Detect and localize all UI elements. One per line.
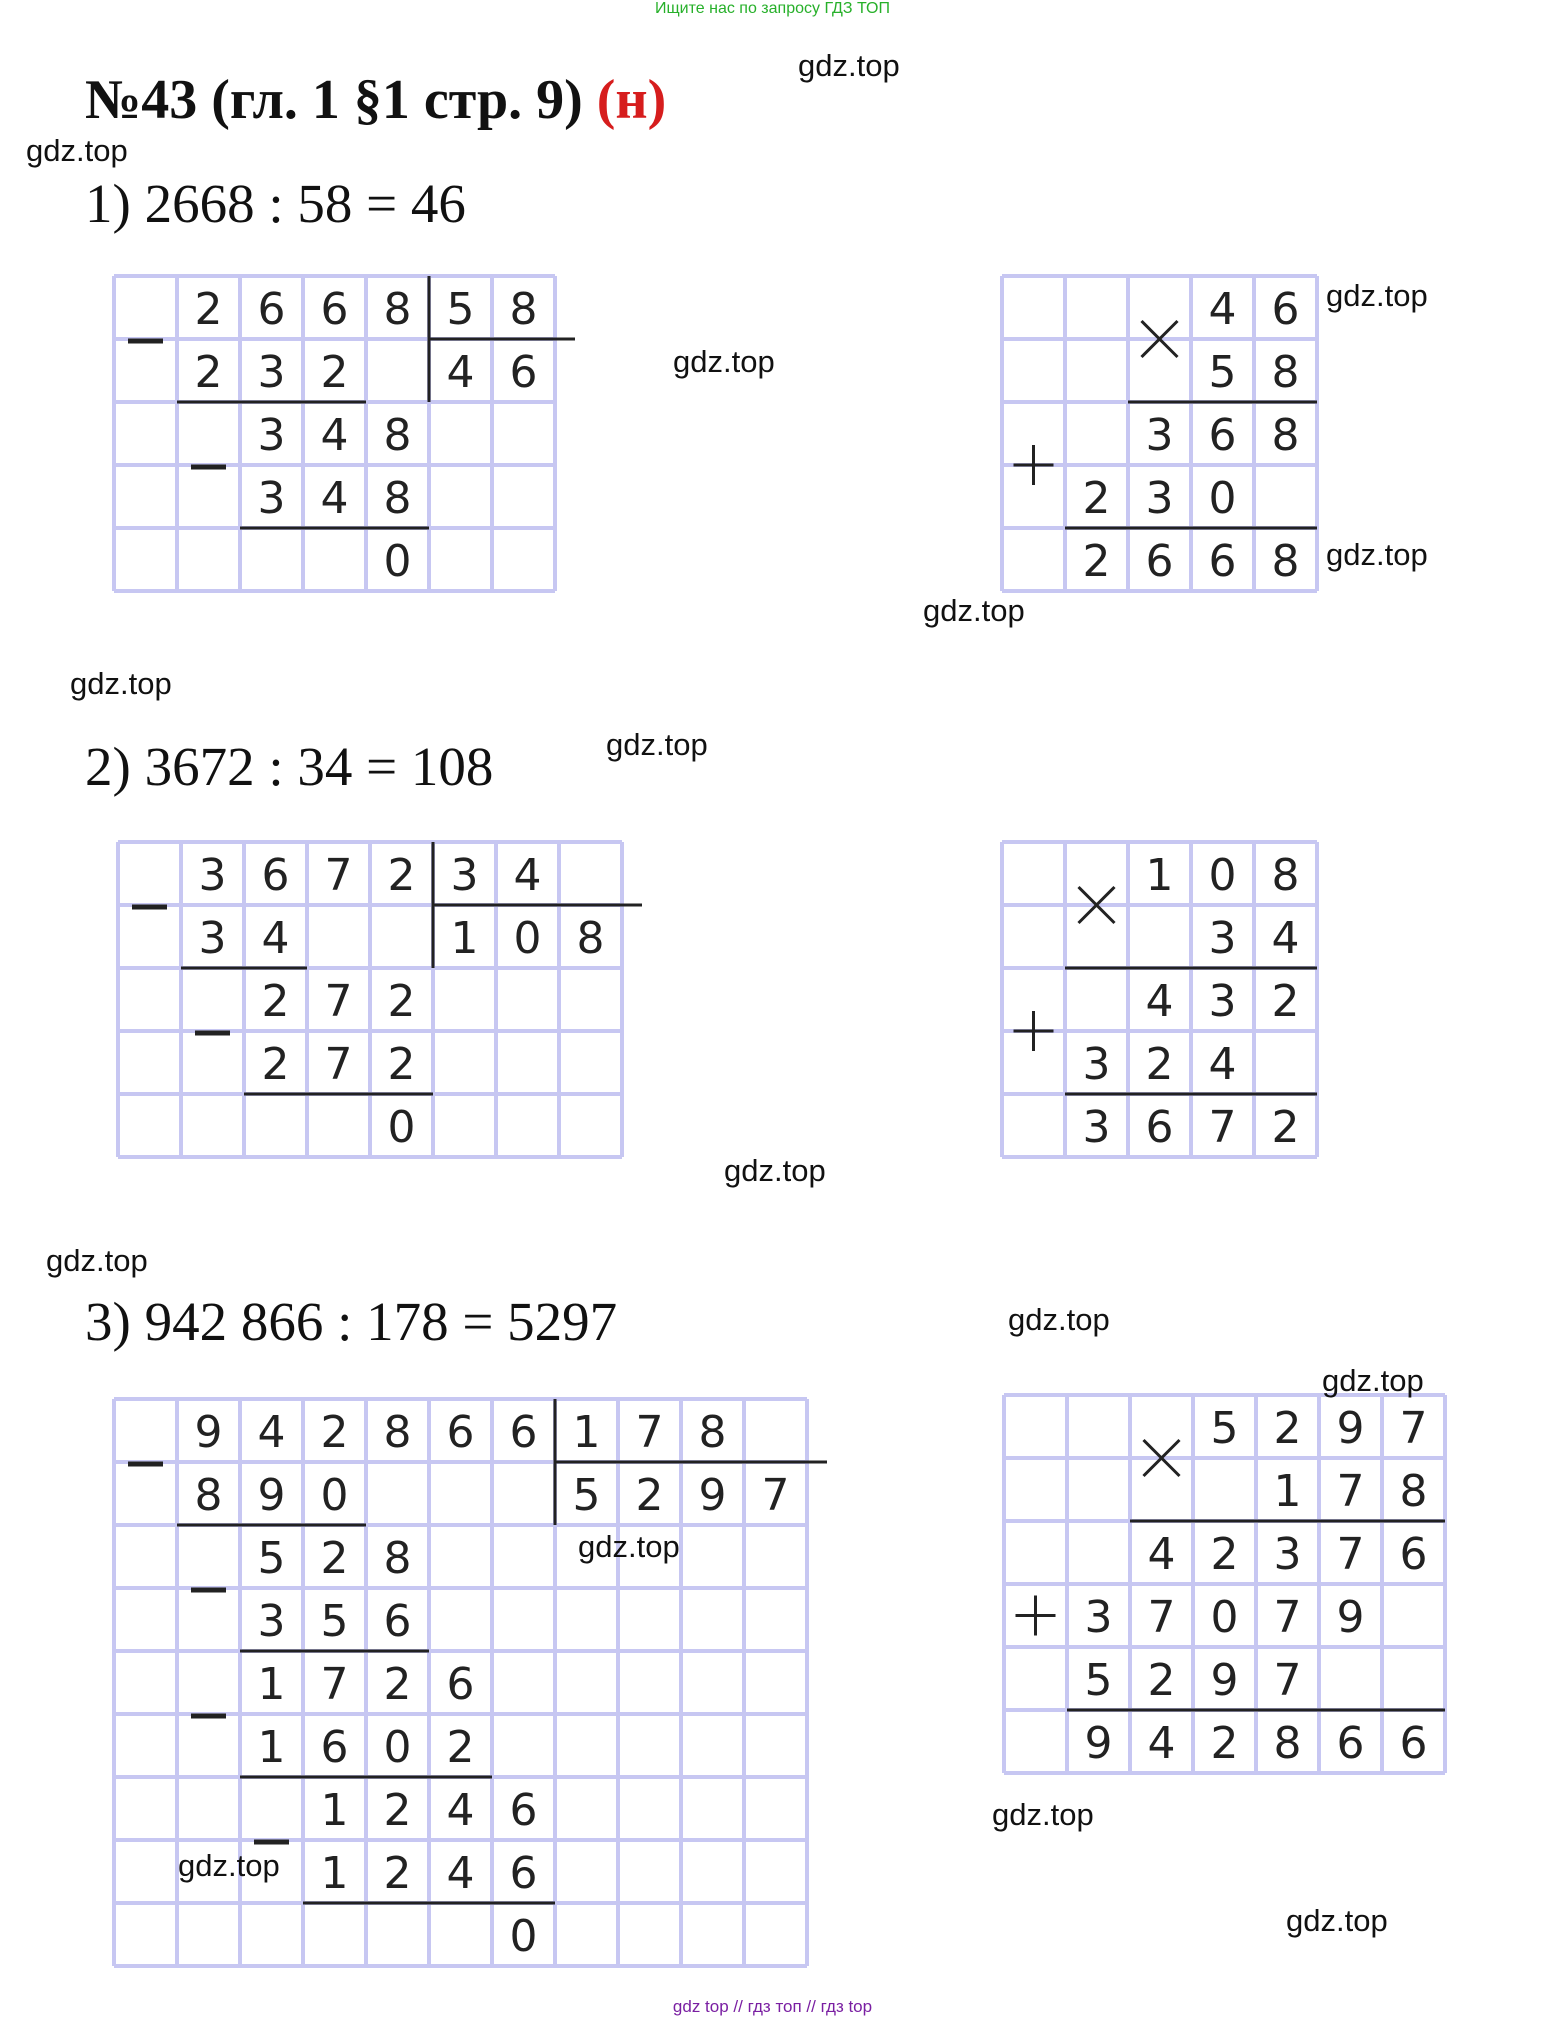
digit: 7 (324, 850, 353, 901)
digit: 3 (257, 347, 286, 398)
footer-links[interactable]: gdz top // гдз топ // гдз top (672, 1997, 873, 2016)
digit: 6 (1399, 1718, 1428, 1769)
division-grid-1 (110, 272, 559, 595)
digit: 5 (257, 1533, 286, 1584)
digit: 4 (261, 913, 290, 964)
digit: 6 (261, 850, 290, 901)
digit: 2 (387, 976, 416, 1027)
digit: 9 (1210, 1655, 1239, 1706)
plus-sign (1014, 1011, 1054, 1051)
digit: 8 (1271, 850, 1300, 901)
digit: 1 (572, 1407, 601, 1458)
digit: 8 (383, 284, 412, 335)
digit: 9 (257, 1470, 286, 1521)
watermark[interactable]: gdz.top (1326, 537, 1428, 572)
digit: 0 (383, 1722, 412, 1773)
watermark[interactable]: gdz.top (923, 593, 1025, 628)
digit: 8 (383, 473, 412, 524)
equation-2: 2) 3672 : 34 = 108 (85, 736, 494, 797)
digit: 6 (446, 1659, 475, 1710)
watermark[interactable]: gdz.top (1286, 1903, 1388, 1938)
digit: 2 (320, 1533, 349, 1584)
digit: 7 (761, 1470, 790, 1521)
digit: 3 (1082, 1039, 1111, 1090)
digit: 5 (1210, 1403, 1239, 1454)
digit: 4 (446, 1848, 475, 1899)
digit: 0 (320, 1470, 349, 1521)
digit: 5 (572, 1470, 601, 1521)
digit: 7 (320, 1659, 349, 1710)
digit: 6 (509, 1785, 538, 1836)
plus-sign (1014, 445, 1054, 485)
digit: 1 (450, 913, 479, 964)
digit: 7 (1273, 1655, 1302, 1706)
digit: 3 (1082, 1102, 1111, 1153)
watermark[interactable]: gdz.top (70, 666, 172, 701)
digit: 8 (1271, 536, 1300, 587)
digit: 4 (1147, 1529, 1176, 1580)
watermark[interactable]: gdz.top (1008, 1302, 1110, 1337)
digit: 4 (513, 850, 542, 901)
digit: 2 (194, 284, 223, 335)
watermark[interactable]: gdz.top (992, 1797, 1094, 1832)
watermark[interactable]: gdz.top (46, 1243, 148, 1278)
digit: 1 (257, 1659, 286, 1710)
watermark[interactable]: gdz.top (578, 1529, 680, 1564)
digit: 7 (1336, 1466, 1365, 1517)
digit: 4 (1147, 1718, 1176, 1769)
digit: 0 (1208, 850, 1237, 901)
watermark[interactable]: gdz.top (798, 48, 900, 83)
digit: 9 (1336, 1592, 1365, 1643)
digit: 8 (194, 1470, 223, 1521)
digit: 8 (383, 410, 412, 461)
digit: 2 (261, 976, 290, 1027)
digit: 8 (1271, 347, 1300, 398)
digit: 0 (387, 1102, 416, 1153)
digit: 6 (1145, 536, 1174, 587)
digit: 6 (509, 347, 538, 398)
watermark[interactable]: gdz.top (26, 133, 128, 168)
digit: 3 (198, 913, 227, 964)
digit: 1 (1145, 850, 1174, 901)
digit: 1 (320, 1848, 349, 1899)
digit: 2 (1210, 1718, 1239, 1769)
digit: 8 (1399, 1466, 1428, 1517)
division-grid-2 (114, 838, 626, 1161)
digit: 2 (1082, 536, 1111, 587)
digit: 7 (1208, 1102, 1237, 1153)
digit: 2 (383, 1848, 412, 1899)
digit: 9 (194, 1407, 223, 1458)
digit: 6 (509, 1848, 538, 1899)
digit: 4 (1208, 284, 1237, 335)
digit: 9 (698, 1470, 727, 1521)
digit: 2 (1210, 1529, 1239, 1580)
digit: 6 (320, 1722, 349, 1773)
digit: 4 (320, 410, 349, 461)
digit: 2 (383, 1785, 412, 1836)
digit: 2 (261, 1039, 290, 1090)
watermark[interactable]: gdz.top (606, 727, 708, 762)
watermark[interactable]: gdz.top (178, 1848, 280, 1883)
digit: 6 (509, 1407, 538, 1458)
digit: 6 (1271, 284, 1300, 335)
digit: 7 (324, 1039, 353, 1090)
digit: 3 (1208, 913, 1237, 964)
digit: 0 (513, 913, 542, 964)
watermark[interactable]: gdz.top (1322, 1363, 1424, 1398)
digit: 2 (1271, 1102, 1300, 1153)
digit: 1 (1273, 1466, 1302, 1517)
digit: 2 (1082, 473, 1111, 524)
digit: 2 (446, 1722, 475, 1773)
digit: 7 (324, 976, 353, 1027)
digit: 4 (1271, 913, 1300, 964)
digit: 2 (320, 1407, 349, 1458)
digit: 6 (383, 1596, 412, 1647)
digit: 4 (1208, 1039, 1237, 1090)
digit: 8 (1273, 1718, 1302, 1769)
digit: 2 (1273, 1403, 1302, 1454)
digit: 3 (450, 850, 479, 901)
digit: 4 (446, 1785, 475, 1836)
digit: 3 (257, 410, 286, 461)
digit: 7 (1399, 1403, 1428, 1454)
digit: 7 (635, 1407, 664, 1458)
digit: 6 (1208, 536, 1237, 587)
digit: 2 (387, 850, 416, 901)
watermark[interactable]: gdz.top (1326, 278, 1428, 313)
digit: 4 (446, 347, 475, 398)
digit: 8 (1271, 410, 1300, 461)
digit: 0 (1208, 473, 1237, 524)
digit: 8 (383, 1407, 412, 1458)
digit: 0 (1210, 1592, 1239, 1643)
digit: 3 (1208, 976, 1237, 1027)
digit: 0 (383, 536, 412, 587)
digit: 2 (387, 1039, 416, 1090)
check-grid-2 (998, 838, 1321, 1161)
digit: 8 (383, 1533, 412, 1584)
watermark[interactable]: gdz.top (673, 344, 775, 379)
digit: 2 (320, 347, 349, 398)
digit: 7 (1336, 1529, 1365, 1580)
digit: 3 (1145, 473, 1174, 524)
digit: 2 (1145, 1039, 1174, 1090)
search-banner[interactable]: Ищите нас по запросу ГДЗ ТОП (655, 0, 890, 17)
digit: 5 (1084, 1655, 1113, 1706)
digit: 3 (257, 473, 286, 524)
digit: 0 (509, 1911, 538, 1962)
digit: 8 (576, 913, 605, 964)
digit: 3 (1273, 1529, 1302, 1580)
digit: 8 (698, 1407, 727, 1458)
digit: 6 (1208, 410, 1237, 461)
digit: 2 (1147, 1655, 1176, 1706)
digit: 4 (257, 1407, 286, 1458)
exercise-mark: (н) (596, 69, 667, 131)
check-grid-3 (1000, 1391, 1449, 1777)
digit: 2 (383, 1659, 412, 1710)
digit: 6 (1399, 1529, 1428, 1580)
digit: 6 (446, 1407, 475, 1458)
digit: 5 (320, 1596, 349, 1647)
digit: 6 (320, 284, 349, 335)
digit: 7 (1147, 1592, 1176, 1643)
exercise-number: №43 (гл. 1 §1 стр. 9) (85, 69, 583, 131)
digit: 5 (1208, 347, 1237, 398)
digit: 7 (1273, 1592, 1302, 1643)
digit: 9 (1084, 1718, 1113, 1769)
digit: 9 (1336, 1403, 1365, 1454)
digit: 8 (509, 284, 538, 335)
equation-1: 1) 2668 : 58 = 46 (85, 173, 466, 234)
equation-3: 3) 942 866 : 178 = 5297 (85, 1291, 618, 1352)
digit: 3 (257, 1596, 286, 1647)
digit: 3 (1084, 1592, 1113, 1643)
digit: 4 (320, 473, 349, 524)
digit: 6 (1145, 1102, 1174, 1153)
digit: 3 (1145, 410, 1174, 461)
digit: 1 (320, 1785, 349, 1836)
digit: 3 (198, 850, 227, 901)
digit: 2 (635, 1470, 664, 1521)
page-title (85, 68, 666, 132)
digit: 4 (1145, 976, 1174, 1027)
digit: 1 (257, 1722, 286, 1773)
digit: 5 (446, 284, 475, 335)
watermark[interactable]: gdz.top (724, 1153, 826, 1188)
digit: 6 (257, 284, 286, 335)
digit: 6 (1336, 1718, 1365, 1769)
plus-sign (1016, 1596, 1056, 1636)
check-grid-1 (998, 272, 1321, 595)
digit: 2 (1271, 976, 1300, 1027)
digit: 2 (194, 347, 223, 398)
